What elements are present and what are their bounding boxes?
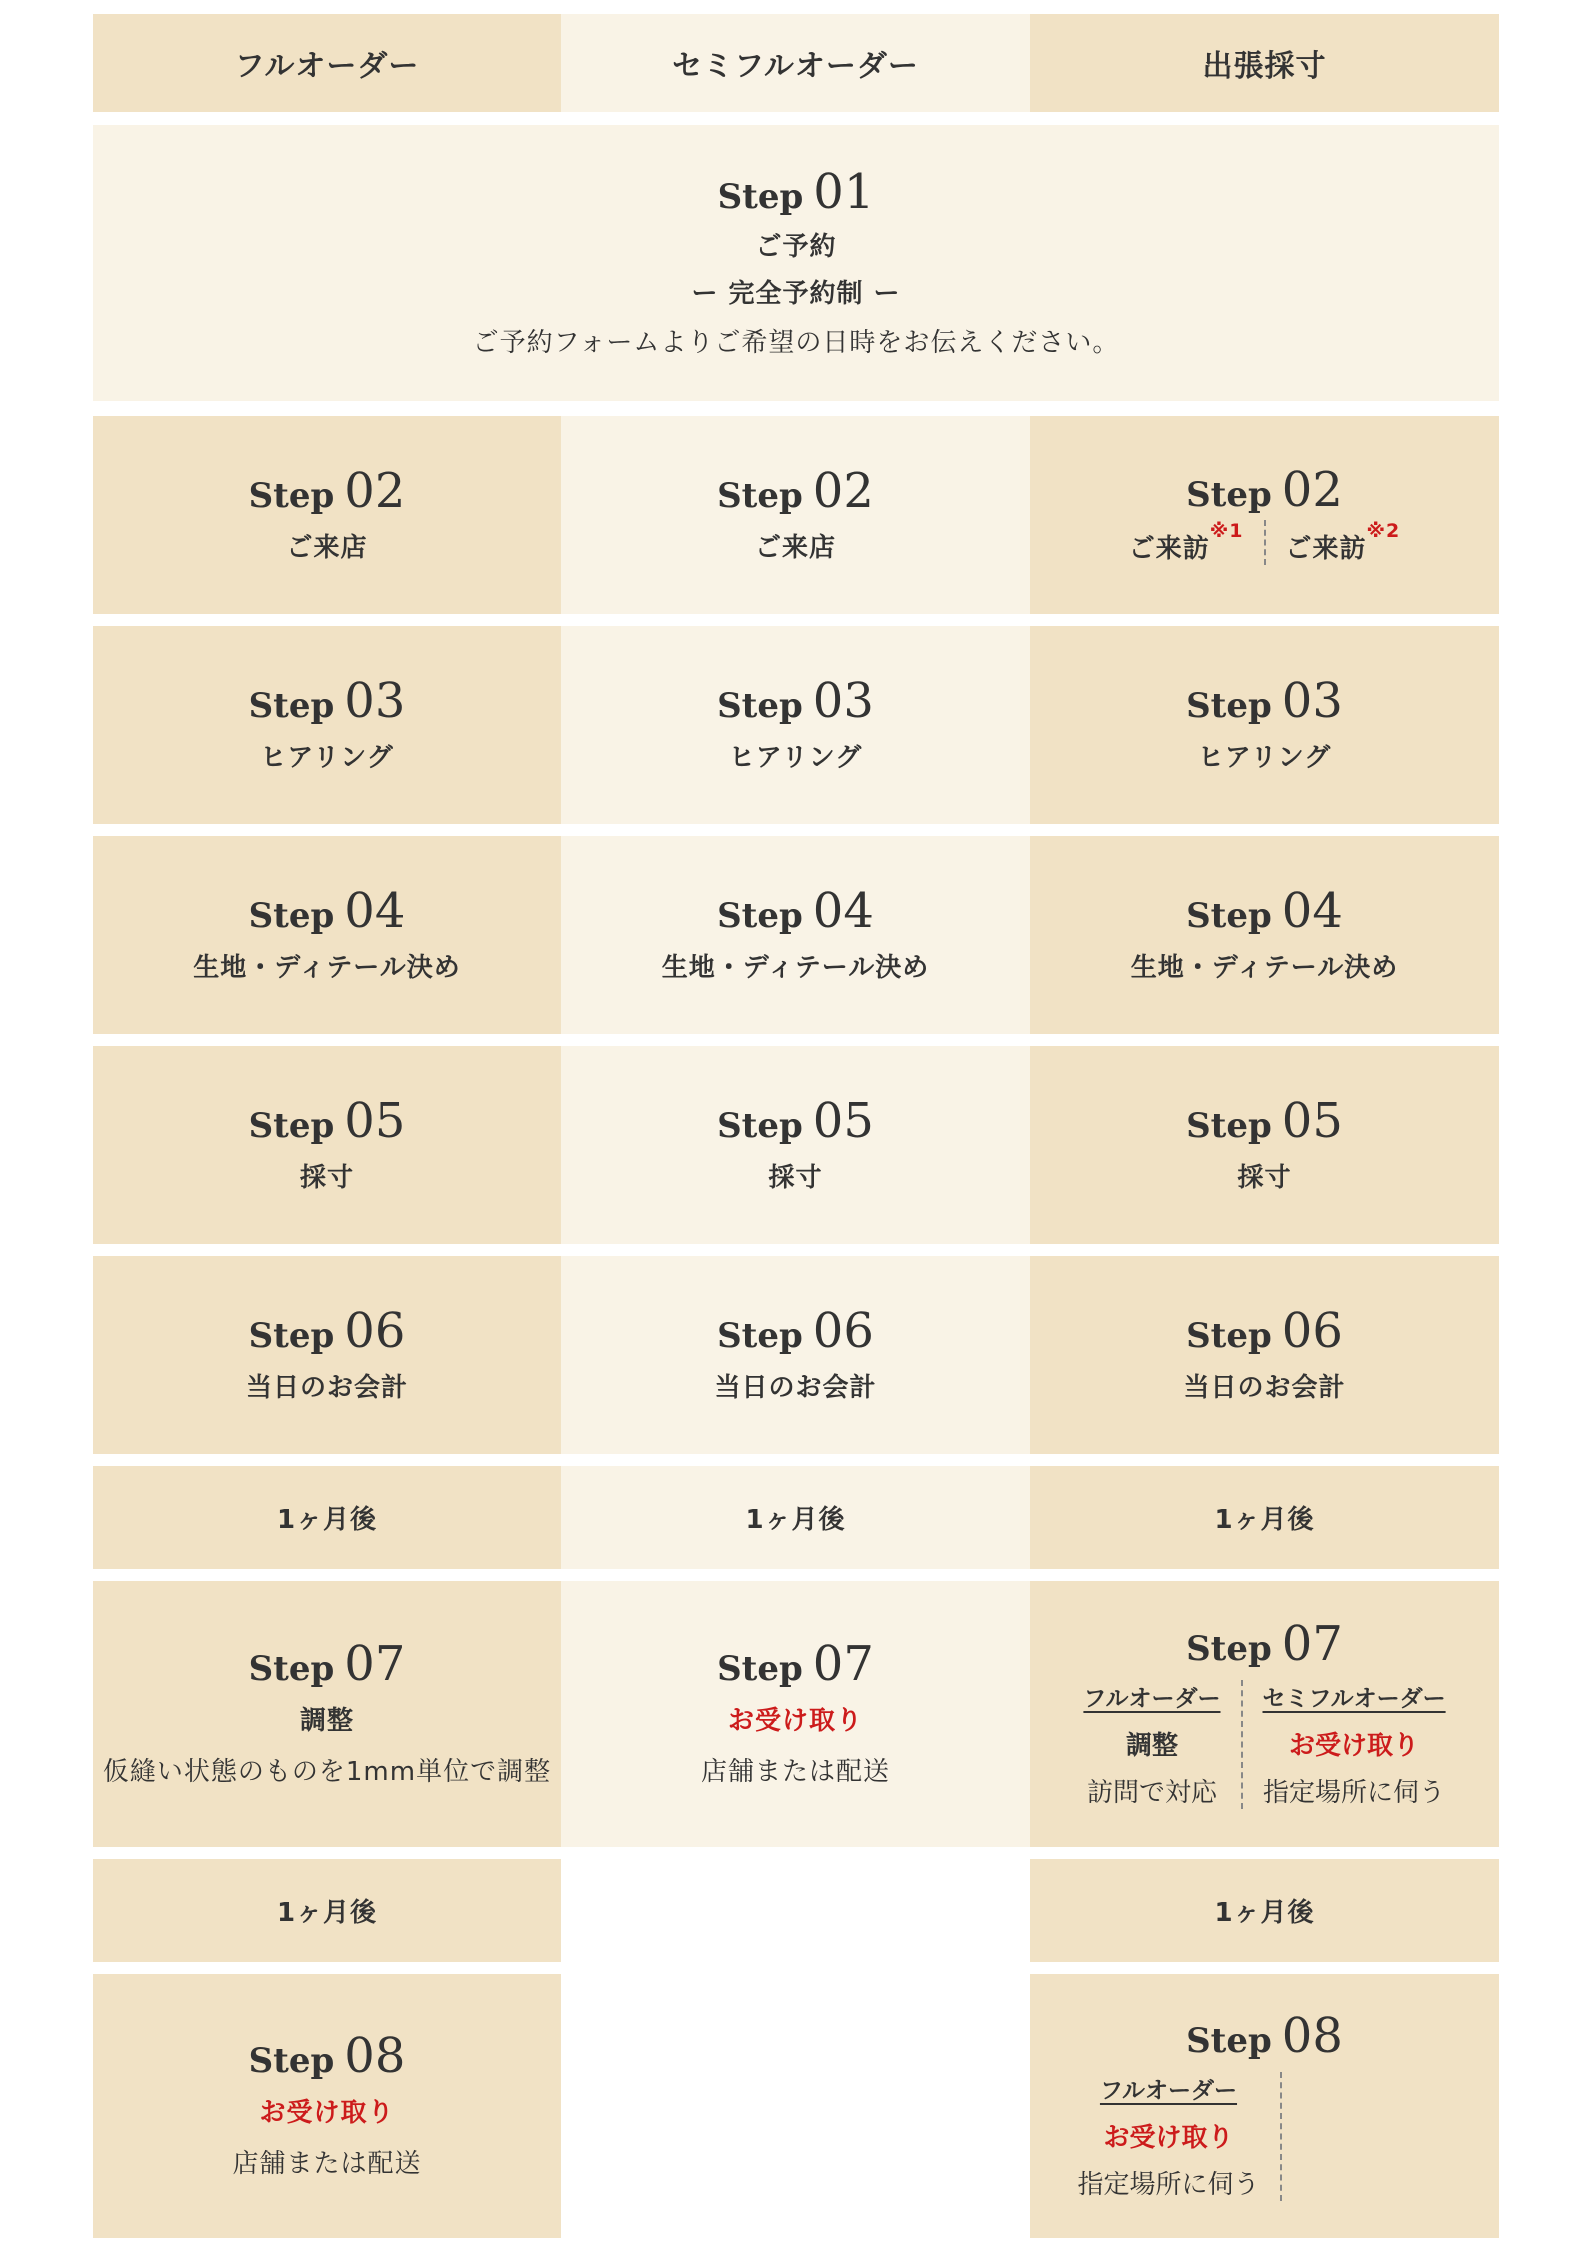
step-label: ヒアリング xyxy=(728,742,863,773)
footnote-marker: ※2 xyxy=(1366,519,1401,542)
step-description: 指定場所に伺う xyxy=(1077,2169,1260,2200)
step-05-semi-full-order xyxy=(561,1046,1030,1244)
visit-option-1 xyxy=(1109,520,1264,565)
step-05-visit xyxy=(1030,1046,1499,1244)
step-07-full-order xyxy=(93,1581,561,1847)
month-after-label: 1ヶ月後 xyxy=(745,1505,846,1535)
month-after-visit-2 xyxy=(1030,1859,1499,1962)
step-number: Step 07 xyxy=(717,1636,874,1692)
step-label: 採寸 xyxy=(768,1162,823,1193)
step-label: 採寸 xyxy=(299,1162,354,1193)
step-label: 生地・ディテール決め xyxy=(1130,952,1399,983)
header-visit-measurement xyxy=(1030,14,1499,112)
step-label: ご予約 xyxy=(755,231,837,262)
step-07-visit xyxy=(1030,1581,1499,1847)
step-label: ご来訪 xyxy=(1285,533,1367,564)
step-05-full-order xyxy=(93,1046,561,1244)
step-description: 店舗または配送 xyxy=(232,2149,422,2179)
step-08-visit xyxy=(1030,1974,1499,2238)
step-02-full-order xyxy=(93,416,561,614)
step-04-full-order xyxy=(93,836,561,1034)
step-number: Step 04 xyxy=(1186,882,1343,939)
step-number: Step 05 xyxy=(1186,1092,1343,1149)
visit-semi-full-order-column xyxy=(1243,1680,1466,1809)
step-label: ご来店 xyxy=(286,532,368,563)
step-label: お受け取り xyxy=(259,2098,395,2128)
step-01-card xyxy=(93,125,1499,401)
step-08-full-order xyxy=(93,1974,561,2238)
step-label: ご来店 xyxy=(754,532,836,563)
step-label: お受け取り xyxy=(1289,1730,1420,1761)
header-label: 出張採寸 xyxy=(1202,49,1327,84)
step-description: 仮縫い状態のものを1mm単位で調整 xyxy=(102,1757,552,1787)
step-label: ご来訪 xyxy=(1128,533,1210,564)
step-number: Step 03 xyxy=(1186,672,1343,729)
month-after-semi-full-order xyxy=(561,1466,1030,1569)
step-label: 調整 xyxy=(1125,1730,1178,1761)
step-number: Step 07 xyxy=(1186,1615,1343,1672)
step-07-semi-full-order xyxy=(561,1581,1030,1847)
step-number: Step 02 xyxy=(717,462,874,519)
visit-option-2 xyxy=(1266,520,1421,565)
header-label: セミフルオーダー xyxy=(672,49,919,84)
step-number: Step 06 xyxy=(1186,1302,1343,1359)
visit-full-order-column xyxy=(1057,2072,1279,2201)
step-02-visit xyxy=(1030,416,1499,614)
step-number: Step 02 xyxy=(1186,461,1343,518)
month-after-visit xyxy=(1030,1466,1499,1569)
step-06-semi-full-order xyxy=(561,1256,1030,1454)
step-number: Step 01 xyxy=(717,163,875,220)
month-after-label: 1ヶ月後 xyxy=(276,1898,378,1928)
step-label: 採寸 xyxy=(1237,1162,1292,1193)
step-number: Step 05 xyxy=(717,1092,874,1149)
step-label: 生地・ディテール決め xyxy=(193,952,461,983)
step-label: 調整 xyxy=(299,1706,354,1736)
footnote-marker: ※1 xyxy=(1209,519,1244,542)
step-04-semi-full-order xyxy=(561,836,1030,1034)
step-number: Step 07 xyxy=(248,1636,406,1692)
visit-empty-column xyxy=(1282,2072,1472,2201)
step-06-visit xyxy=(1030,1256,1499,1454)
step-number: Step 05 xyxy=(248,1092,406,1149)
step-label: ヒアリング xyxy=(1197,742,1332,773)
step-label: 生地・ディテール決め xyxy=(661,952,930,983)
step-number: Step 06 xyxy=(248,1302,406,1359)
step-description: 指定場所に伺う xyxy=(1263,1777,1446,1808)
step-number: Step 03 xyxy=(717,672,874,729)
month-after-label: 1ヶ月後 xyxy=(1214,1898,1315,1928)
step-description: ご予約フォームよりご希望の日時をお伝えください。 xyxy=(472,327,1120,358)
sub-heading: フルオーダー xyxy=(1083,1685,1221,1712)
month-after-label: 1ヶ月後 xyxy=(1214,1505,1315,1535)
visit-full-order-column xyxy=(1063,1680,1240,1809)
header-label: フルオーダー xyxy=(234,49,420,84)
step-label: 当日のお会計 xyxy=(1183,1372,1346,1403)
step-label: お受け取り xyxy=(727,1706,863,1736)
step-04-visit xyxy=(1030,836,1499,1034)
step-number: Step 03 xyxy=(248,672,406,729)
step-number: Step 04 xyxy=(717,882,874,939)
header-semi-full-order xyxy=(561,14,1030,112)
step-label: 当日のお会計 xyxy=(714,1372,877,1403)
step-label: 当日のお会計 xyxy=(245,1372,408,1403)
step-03-full-order xyxy=(93,626,561,824)
step-02-semi-full-order xyxy=(561,416,1030,614)
step-number: Step 08 xyxy=(248,2028,406,2084)
step-description: 訪問で対応 xyxy=(1086,1777,1217,1808)
step-sublabel: ー 完全予約制 ー xyxy=(691,278,901,309)
sub-heading: セミフルオーダー xyxy=(1262,1685,1446,1712)
step-03-semi-full-order xyxy=(561,626,1030,824)
step-06-full-order xyxy=(93,1256,561,1454)
sub-heading: フルオーダー xyxy=(1099,2077,1238,2104)
step-label: お受け取り xyxy=(1103,2122,1234,2153)
month-after-full-order xyxy=(93,1466,561,1569)
step-03-visit xyxy=(1030,626,1499,824)
step-number: Step 06 xyxy=(717,1302,874,1359)
step-description: 店舗または配送 xyxy=(700,1757,890,1787)
header-full-order xyxy=(93,14,561,112)
step-label: ヒアリング xyxy=(260,742,394,773)
step-number: Step 02 xyxy=(248,462,406,519)
step-number: Step 08 xyxy=(1186,2007,1343,2064)
step-number: Step 04 xyxy=(248,882,406,939)
month-after-label: 1ヶ月後 xyxy=(276,1505,378,1535)
month-after-full-order-2 xyxy=(93,1859,561,1962)
